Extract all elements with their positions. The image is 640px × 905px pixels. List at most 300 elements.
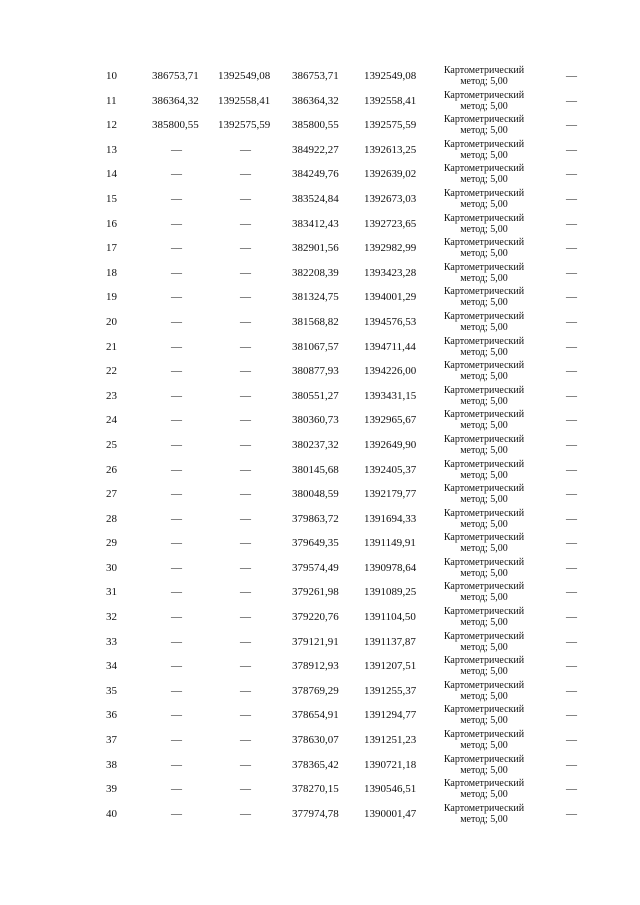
y-existing: — xyxy=(240,217,251,230)
point-number: 12 xyxy=(106,119,117,132)
y-existing: — xyxy=(240,143,251,156)
x-new: 379574,49 xyxy=(292,561,339,574)
y-existing: — xyxy=(240,709,251,722)
y-existing: — xyxy=(240,807,251,820)
table-row xyxy=(0,164,640,189)
method-line-1: Картометрический xyxy=(443,753,525,765)
method-line-2: метод; 5,00 xyxy=(460,149,508,161)
y-new: 1391255,37 xyxy=(364,684,417,697)
x-new: 384249,76 xyxy=(292,168,339,181)
last-column-dash: — xyxy=(566,807,577,820)
y-new: 1390721,18 xyxy=(364,758,417,771)
x-existing: — xyxy=(171,463,182,476)
x-existing: — xyxy=(171,807,182,820)
x-existing: — xyxy=(171,438,182,451)
method-line-1: Картометрический xyxy=(443,729,525,741)
table-row xyxy=(0,730,640,755)
table-row xyxy=(0,779,640,804)
x-new: 378630,07 xyxy=(292,734,339,747)
y-existing: — xyxy=(240,315,251,328)
point-number: 19 xyxy=(106,291,117,304)
x-existing: — xyxy=(171,684,182,697)
last-column-dash: — xyxy=(566,684,577,697)
last-column-dash: — xyxy=(566,709,577,722)
x-new: 386364,32 xyxy=(292,94,339,107)
method-line-2: метод; 5,00 xyxy=(460,395,508,407)
x-existing: — xyxy=(171,783,182,796)
table-row xyxy=(0,582,640,607)
y-new: 1390546,51 xyxy=(364,783,417,796)
method-line-1: Картометрический xyxy=(443,606,525,618)
x-existing: — xyxy=(171,315,182,328)
last-column-dash: — xyxy=(566,783,577,796)
method-line-2: метод; 5,00 xyxy=(460,223,508,235)
y-new: 1392179,77 xyxy=(364,488,417,501)
method-description xyxy=(436,557,532,579)
x-existing: — xyxy=(171,586,182,599)
method-description xyxy=(436,532,532,554)
x-new: 380877,93 xyxy=(292,365,339,378)
table-row xyxy=(0,91,640,116)
method-line-2: метод; 5,00 xyxy=(460,567,508,579)
point-number: 20 xyxy=(106,315,117,328)
point-number: 24 xyxy=(106,414,117,427)
point-number: 36 xyxy=(106,709,117,722)
last-column-dash: — xyxy=(566,94,577,107)
y-existing: — xyxy=(240,438,251,451)
method-description xyxy=(436,311,532,333)
method-line-2: метод; 5,00 xyxy=(460,371,508,383)
y-existing: — xyxy=(240,586,251,599)
method-line-2: метод; 5,00 xyxy=(460,690,508,702)
method-description xyxy=(436,680,532,702)
last-column-dash: — xyxy=(566,561,577,574)
point-number: 30 xyxy=(106,561,117,574)
x-new: 378365,42 xyxy=(292,758,339,771)
method-line-2: метод; 5,00 xyxy=(460,518,508,530)
method-description xyxy=(436,336,532,358)
y-existing: — xyxy=(240,192,251,205)
x-new: 379220,76 xyxy=(292,611,339,624)
method-line-2: метод; 5,00 xyxy=(460,100,508,112)
last-column-dash: — xyxy=(566,438,577,451)
y-existing: — xyxy=(240,291,251,304)
y-existing: 1392575,59 xyxy=(218,119,271,132)
point-number: 21 xyxy=(106,340,117,353)
x-new: 381067,57 xyxy=(292,340,339,353)
method-description xyxy=(436,434,532,456)
method-description xyxy=(436,286,532,308)
x-existing: — xyxy=(171,512,182,525)
method-line-2: метод; 5,00 xyxy=(460,198,508,210)
coordinates-table xyxy=(0,66,640,828)
table-row xyxy=(0,558,640,583)
method-description xyxy=(436,508,532,530)
x-new: 381568,82 xyxy=(292,315,339,328)
x-existing: — xyxy=(171,291,182,304)
last-column-dash: — xyxy=(566,242,577,255)
y-new: 1393431,15 xyxy=(364,389,417,402)
point-number: 39 xyxy=(106,783,117,796)
table-row xyxy=(0,460,640,485)
y-existing: — xyxy=(240,684,251,697)
method-description xyxy=(436,139,532,161)
y-new: 1391294,77 xyxy=(364,709,417,722)
point-number: 23 xyxy=(106,389,117,402)
point-number: 38 xyxy=(106,758,117,771)
table-row xyxy=(0,755,640,780)
table-row xyxy=(0,681,640,706)
table-row xyxy=(0,263,640,288)
x-existing: 386364,32 xyxy=(152,94,199,107)
point-number: 14 xyxy=(106,168,117,181)
last-column-dash: — xyxy=(566,512,577,525)
y-new: 1392405,37 xyxy=(364,463,417,476)
y-new: 1394226,00 xyxy=(364,365,417,378)
method-description xyxy=(436,778,532,800)
point-number: 33 xyxy=(106,635,117,648)
method-description xyxy=(436,631,532,653)
method-description xyxy=(436,90,532,112)
table-row xyxy=(0,435,640,460)
last-column-dash: — xyxy=(566,365,577,378)
table-row xyxy=(0,386,640,411)
y-existing: — xyxy=(240,266,251,279)
table-row xyxy=(0,287,640,312)
x-existing: — xyxy=(171,758,182,771)
method-description xyxy=(436,237,532,259)
point-number: 11 xyxy=(106,94,117,107)
method-line-1: Картометрический xyxy=(443,335,525,347)
method-line-2: метод; 5,00 xyxy=(460,174,508,186)
last-column-dash: — xyxy=(566,389,577,402)
method-line-2: метод; 5,00 xyxy=(460,592,508,604)
point-number: 29 xyxy=(106,537,117,550)
method-line-2: метод; 5,00 xyxy=(460,272,508,284)
method-line-1: Картометрический xyxy=(443,187,525,199)
method-line-1: Картометрический xyxy=(443,458,525,470)
method-line-2: метод; 5,00 xyxy=(460,346,508,358)
point-number: 25 xyxy=(106,438,117,451)
last-column-dash: — xyxy=(566,266,577,279)
table-row xyxy=(0,656,640,681)
x-existing: — xyxy=(171,414,182,427)
method-description xyxy=(436,704,532,726)
y-new: 1392575,59 xyxy=(364,119,417,132)
x-existing: — xyxy=(171,709,182,722)
table-row xyxy=(0,533,640,558)
method-line-2: метод; 5,00 xyxy=(460,543,508,555)
method-line-2: метод; 5,00 xyxy=(460,420,508,432)
method-line-2: метод; 5,00 xyxy=(460,76,508,87)
method-line-1: Картометрический xyxy=(443,384,525,396)
y-existing: — xyxy=(240,537,251,550)
method-line-2: метод; 5,00 xyxy=(460,297,508,309)
method-line-2: метод; 5,00 xyxy=(460,494,508,506)
y-existing: — xyxy=(240,340,251,353)
x-new: 380145,68 xyxy=(292,463,339,476)
method-line-1: Картометрический xyxy=(443,138,525,150)
y-new: 1391104,50 xyxy=(364,611,416,624)
table-row xyxy=(0,214,640,239)
method-line-1: Картометрический xyxy=(443,286,525,298)
method-line-1: Картометрический xyxy=(443,360,525,372)
method-line-1: Картометрический xyxy=(443,778,525,790)
point-number: 40 xyxy=(106,807,117,820)
last-column-dash: — xyxy=(566,537,577,550)
x-new: 383412,43 xyxy=(292,217,339,230)
method-line-1: Картометрический xyxy=(443,532,525,544)
x-existing: — xyxy=(171,340,182,353)
x-new: 381324,75 xyxy=(292,291,339,304)
x-existing: — xyxy=(171,734,182,747)
last-column-dash: — xyxy=(566,611,577,624)
x-new: 380551,27 xyxy=(292,389,339,402)
x-new: 378270,15 xyxy=(292,783,339,796)
y-new: 1392549,08 xyxy=(364,70,417,82)
y-existing: — xyxy=(240,414,251,427)
method-line-1: Картометрический xyxy=(443,679,525,691)
y-existing: — xyxy=(240,611,251,624)
y-existing: — xyxy=(240,242,251,255)
method-line-1: Картометрический xyxy=(443,163,525,175)
point-number: 16 xyxy=(106,217,117,230)
x-new: 382901,56 xyxy=(292,242,339,255)
x-existing: — xyxy=(171,242,182,255)
y-new: 1392639,02 xyxy=(364,168,417,181)
table-row xyxy=(0,484,640,509)
y-existing: — xyxy=(240,635,251,648)
last-column-dash: — xyxy=(566,143,577,156)
y-existing: — xyxy=(240,488,251,501)
x-new: 380360,73 xyxy=(292,414,339,427)
method-description xyxy=(436,803,532,825)
point-number: 18 xyxy=(106,266,117,279)
x-new: 382208,39 xyxy=(292,266,339,279)
y-existing: — xyxy=(240,783,251,796)
method-description xyxy=(436,754,532,776)
x-existing: — xyxy=(171,389,182,402)
y-new: 1392613,25 xyxy=(364,143,417,156)
method-description xyxy=(436,163,532,185)
method-description xyxy=(436,581,532,603)
y-existing: — xyxy=(240,168,251,181)
point-number: 28 xyxy=(106,512,117,525)
method-line-2: метод; 5,00 xyxy=(460,789,508,801)
method-line-1: Картометрический xyxy=(443,507,525,519)
method-line-1: Картометрический xyxy=(443,433,525,445)
method-line-2: метод; 5,00 xyxy=(460,248,508,260)
table-row xyxy=(0,337,640,362)
method-line-2: метод; 5,00 xyxy=(460,321,508,333)
x-new: 378654,91 xyxy=(292,709,339,722)
y-new: 1391089,25 xyxy=(364,586,417,599)
x-new: 379261,98 xyxy=(292,586,339,599)
method-line-2: метод; 5,00 xyxy=(460,469,508,481)
x-existing: — xyxy=(171,561,182,574)
x-new: 379649,35 xyxy=(292,537,339,550)
method-description xyxy=(436,655,532,677)
y-new: 1391207,51 xyxy=(364,660,417,673)
y-existing: — xyxy=(240,365,251,378)
x-existing: — xyxy=(171,488,182,501)
method-description xyxy=(436,213,532,235)
last-column-dash: — xyxy=(566,168,577,181)
point-number: 31 xyxy=(106,586,117,599)
table-row xyxy=(0,238,640,263)
point-number: 34 xyxy=(106,660,117,673)
x-new: 379863,72 xyxy=(292,512,339,525)
x-existing: — xyxy=(171,537,182,550)
x-new: 383524,84 xyxy=(292,192,339,205)
last-column-dash: — xyxy=(566,463,577,476)
method-line-1: Картометрический xyxy=(443,483,525,495)
last-column-dash: — xyxy=(566,414,577,427)
method-line-2: метод; 5,00 xyxy=(460,444,508,456)
x-new: 377974,78 xyxy=(292,807,339,820)
y-existing: — xyxy=(240,758,251,771)
point-number: 15 xyxy=(106,192,117,205)
method-description xyxy=(436,188,532,210)
x-existing: — xyxy=(171,660,182,673)
method-line-2: метод; 5,00 xyxy=(460,125,508,137)
method-line-1: Картометрический xyxy=(443,65,525,76)
method-description xyxy=(436,65,532,87)
x-new: 378769,29 xyxy=(292,684,339,697)
last-column-dash: — xyxy=(566,291,577,304)
y-existing: — xyxy=(240,512,251,525)
y-new: 1391149,91 xyxy=(364,537,416,550)
y-existing: 1392558,41 xyxy=(218,94,271,107)
y-new: 1390001,47 xyxy=(364,807,417,820)
method-line-1: Картометрический xyxy=(443,655,525,667)
method-line-2: метод; 5,00 xyxy=(460,813,508,825)
y-new: 1392673,03 xyxy=(364,192,417,205)
method-line-1: Картометрический xyxy=(443,409,525,421)
y-existing: — xyxy=(240,389,251,402)
table-row xyxy=(0,312,640,337)
x-new: 385800,55 xyxy=(292,119,339,132)
last-column-dash: — xyxy=(566,217,577,230)
y-new: 1393423,28 xyxy=(364,266,417,279)
table-row xyxy=(0,189,640,214)
point-number: 32 xyxy=(106,611,117,624)
method-line-1: Картометрический xyxy=(443,114,525,126)
y-new: 1392723,65 xyxy=(364,217,417,230)
table-row xyxy=(0,410,640,435)
x-new: 378912,93 xyxy=(292,660,339,673)
point-number: 10 xyxy=(106,70,117,82)
last-column-dash: — xyxy=(566,758,577,771)
y-new: 1392982,99 xyxy=(364,242,417,255)
x-existing: 386753,71 xyxy=(152,70,199,82)
x-existing: — xyxy=(171,217,182,230)
method-line-1: Картометрический xyxy=(443,704,525,716)
method-line-1: Картометрический xyxy=(443,556,525,568)
x-existing: 385800,55 xyxy=(152,119,199,132)
last-column-dash: — xyxy=(566,488,577,501)
x-existing: — xyxy=(171,192,182,205)
method-line-1: Картометрический xyxy=(443,630,525,642)
last-column-dash: — xyxy=(566,119,577,132)
point-number: 37 xyxy=(106,734,117,747)
point-number: 17 xyxy=(106,242,117,255)
method-line-2: метод; 5,00 xyxy=(460,764,508,776)
x-existing: — xyxy=(171,365,182,378)
method-description xyxy=(436,409,532,431)
y-new: 1392558,41 xyxy=(364,94,417,107)
y-existing: — xyxy=(240,463,251,476)
x-new: 386753,71 xyxy=(292,70,339,82)
x-existing: — xyxy=(171,168,182,181)
method-line-2: метод; 5,00 xyxy=(460,740,508,752)
method-line-2: метод; 5,00 xyxy=(460,715,508,727)
method-description xyxy=(436,459,532,481)
y-existing: 1392549,08 xyxy=(218,70,271,82)
table-row xyxy=(0,115,640,140)
method-description xyxy=(436,483,532,505)
point-number: 26 xyxy=(106,463,117,476)
method-description xyxy=(436,360,532,382)
method-description xyxy=(436,606,532,628)
y-new: 1391251,23 xyxy=(364,734,417,747)
last-column-dash: — xyxy=(566,192,577,205)
table-row xyxy=(0,140,640,165)
method-description xyxy=(436,385,532,407)
method-description xyxy=(436,729,532,751)
last-column-dash: — xyxy=(566,340,577,353)
x-existing: — xyxy=(171,635,182,648)
x-existing: — xyxy=(171,266,182,279)
y-new: 1394711,44 xyxy=(364,340,416,353)
y-existing: — xyxy=(240,660,251,673)
y-existing: — xyxy=(240,734,251,747)
table-row xyxy=(0,361,640,386)
last-column-dash: — xyxy=(566,70,577,82)
table-row xyxy=(0,607,640,632)
y-existing: — xyxy=(240,561,251,574)
last-column-dash: — xyxy=(566,586,577,599)
method-line-2: метод; 5,00 xyxy=(460,641,508,653)
method-line-1: Картометрический xyxy=(443,802,525,814)
method-line-1: Картометрический xyxy=(443,581,525,593)
last-column-dash: — xyxy=(566,660,577,673)
method-line-1: Картометрический xyxy=(443,310,525,322)
point-number: 27 xyxy=(106,488,117,501)
x-existing: — xyxy=(171,611,182,624)
last-column-dash: — xyxy=(566,635,577,648)
point-number: 13 xyxy=(106,143,117,156)
y-new: 1391694,33 xyxy=(364,512,417,525)
y-new: 1394001,29 xyxy=(364,291,417,304)
x-existing: — xyxy=(171,143,182,156)
y-new: 1390978,64 xyxy=(364,561,417,574)
y-new: 1392965,67 xyxy=(364,414,417,427)
last-column-dash: — xyxy=(566,315,577,328)
method-description xyxy=(436,262,532,284)
method-line-2: метод; 5,00 xyxy=(460,666,508,678)
x-new: 384922,27 xyxy=(292,143,339,156)
y-new: 1391137,87 xyxy=(364,635,416,648)
table-row xyxy=(0,705,640,730)
table-row xyxy=(0,632,640,657)
point-number: 22 xyxy=(106,365,117,378)
method-line-2: метод; 5,00 xyxy=(460,617,508,629)
y-new: 1392649,90 xyxy=(364,438,417,451)
last-column-dash: — xyxy=(566,734,577,747)
method-line-1: Картометрический xyxy=(443,261,525,273)
x-new: 380048,59 xyxy=(292,488,339,501)
